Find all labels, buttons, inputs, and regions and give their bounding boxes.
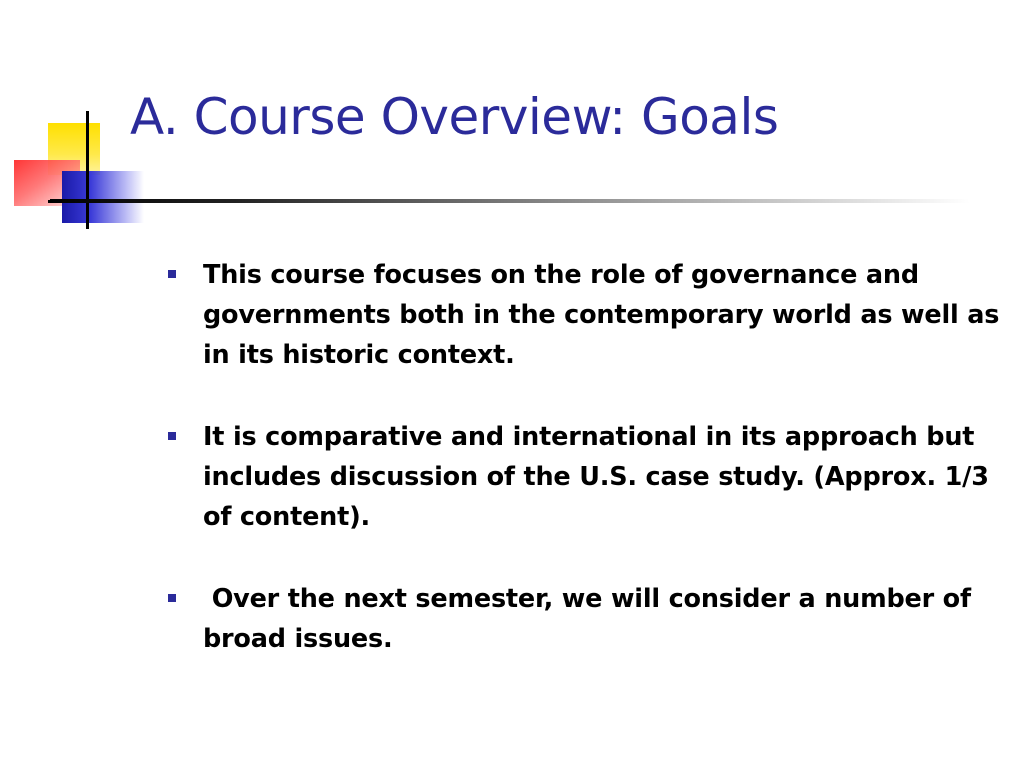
square-bullet-icon	[168, 594, 176, 602]
square-bullet-icon	[168, 270, 176, 278]
bullet-list	[165, 255, 1008, 701]
bullet-item	[165, 255, 1008, 375]
bullet-text: It is comparative and international in its approach but includes discussion of the U.S. case study. (Approx. 1/3 of content).	[203, 422, 998, 532]
square-bullet-icon	[168, 432, 176, 440]
colored-squares-logo-icon	[10, 105, 150, 235]
slide-title: A. Course Overview: Goals	[130, 88, 779, 146]
bullet-text: This course focuses on the role of governance and governments both in the contemporary world as well as in its historic context.	[203, 260, 1008, 370]
logo-vertical-line	[86, 111, 89, 229]
bullet-text: Over the next semester, we will consider a number of broad issues.	[203, 584, 980, 654]
bullet-item	[165, 579, 1000, 659]
bullet-item	[165, 417, 1000, 537]
title-divider	[50, 199, 970, 203]
logo-blue-square	[62, 171, 144, 223]
